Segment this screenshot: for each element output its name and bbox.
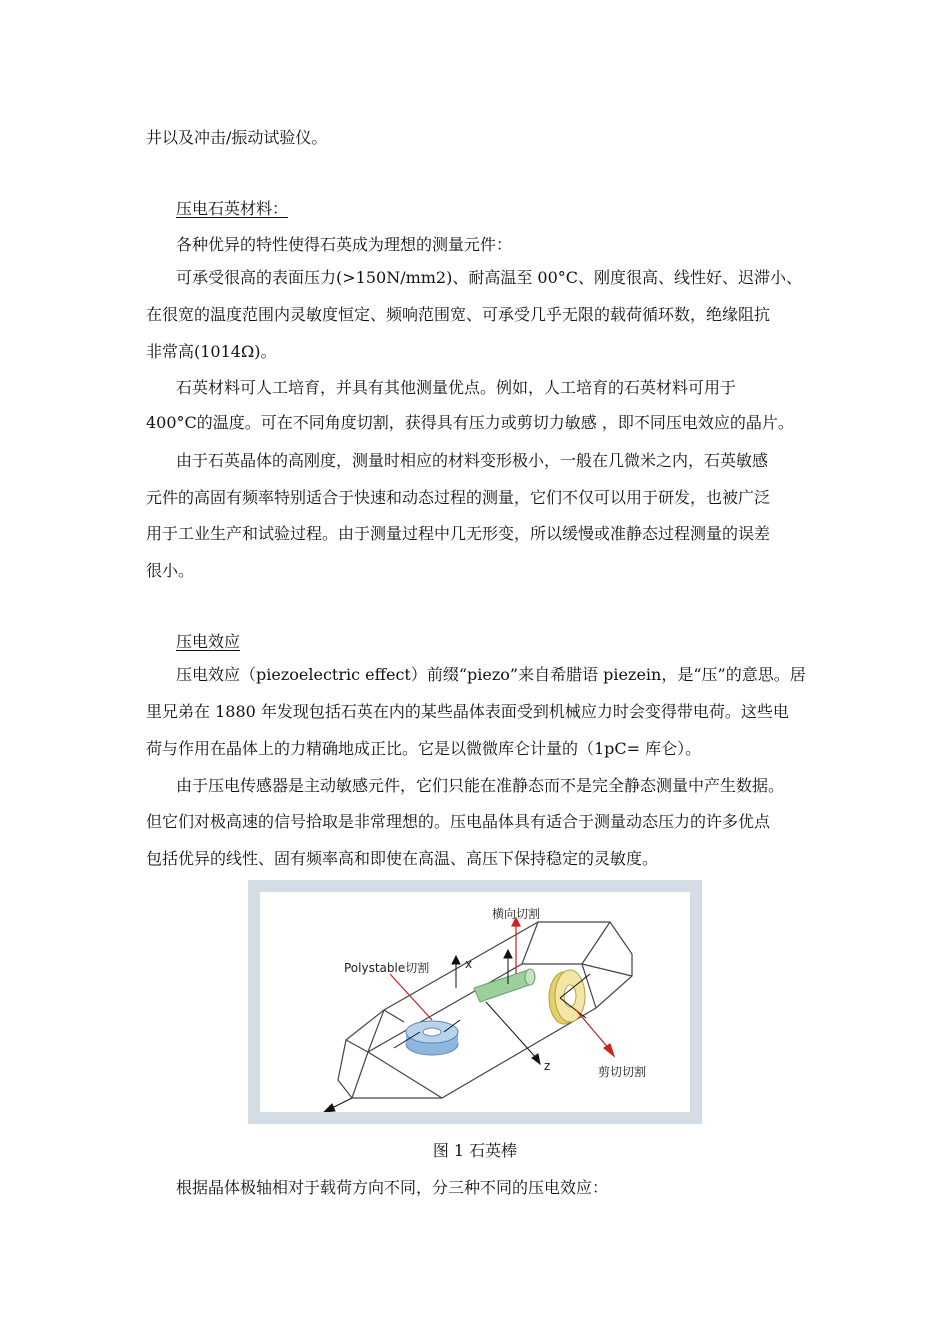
body-text-line: 压电效应（piezoelectric effect）前缀“piezo”来自希腊语 piezein，是“压”的意思。居	[176, 665, 806, 684]
body-text-line: 用于工业生产和试验过程。由于测量过程中几无形变，所以缓慢或准静态过程测量的误差	[146, 524, 771, 543]
polystable-ring	[406, 1021, 458, 1055]
body-text-line: 石英材料可人工培育，并具有其他测量优点。例如，人工培育的石英材料可用于	[176, 378, 737, 397]
body-text-line: 根据晶体极轴相对于载荷方向不同，分三种不同的压电效应：	[176, 1178, 609, 1197]
body-text-line: 可承受很高的表面压力(>150N/mm2)、耐高温至 00°C、刚度很高、线性好、迟滞小、	[176, 268, 803, 287]
body-text-line: 包括优异的线性、固有频率高和即使在高温、高压下保持稳定的灵敏度。	[146, 849, 659, 868]
body-text-line: 荷与作用在晶体上的力精确地成正比。它是以微微库仑计量的（1pC= 库仑）。	[146, 739, 702, 758]
quartz-rod-diagram	[260, 892, 690, 1112]
body-text-line: 由于压电传感器是主动敏感元件，它们只能在准静态而不是完全静态测量中产生数据。	[176, 776, 785, 795]
quartz-rod-figure	[248, 880, 702, 1124]
label-transverse-cut: 横向切割	[492, 907, 541, 921]
body-text-line: 由于石英晶体的高刚度，测量时相应的材料变形极小，一般在几微米之内，石英敏感	[176, 451, 769, 470]
figure-caption: 图 1 石英棒	[432, 1141, 518, 1160]
body-text-line: 400°C的温度。可在不同角度切割，获得具有压力或剪切力敏感 ，即不同压电效应的晶片。	[146, 413, 794, 432]
body-text-line: 非常高(1014Ω)。	[146, 342, 277, 361]
label-shear-cut: 剪切切割	[598, 1065, 647, 1079]
body-text-line: 里兄弟在 1880 年发现包括石英在内的某些晶体表面受到机械应力时会变得带电荷。这些电	[146, 702, 789, 721]
label-x-axis: x	[465, 957, 473, 971]
body-text-line: 但它们对极高速的信号拾取是非常理想的。压电晶体具有适合于测量动态压力的许多优点	[146, 812, 771, 831]
label-polystable-cut: Polystable切割	[344, 961, 430, 975]
shear-ring	[549, 970, 585, 1024]
section-heading-piezo: 压电效应	[176, 632, 241, 651]
body-text-line: 元件的高固有频率特别适合于快速和动态过程的测量，它们不仅可以用于研发，也被广泛	[146, 488, 771, 507]
body-text-line: 在很宽的温度范围内灵敏度恒定、频响范围宽、可承受几乎无限的载荷循环数，绝缘阻抗	[146, 305, 771, 324]
body-text-line: 各种优异的特性使得石英成为理想的测量元件：	[176, 235, 513, 254]
body-text-line: 井以及冲击/振动试验仪。	[146, 128, 328, 147]
body-text-line: 很小。	[146, 561, 195, 580]
section-heading-quartz: 压电石英材料：	[176, 199, 289, 218]
label-z-axis: z	[544, 1059, 551, 1073]
